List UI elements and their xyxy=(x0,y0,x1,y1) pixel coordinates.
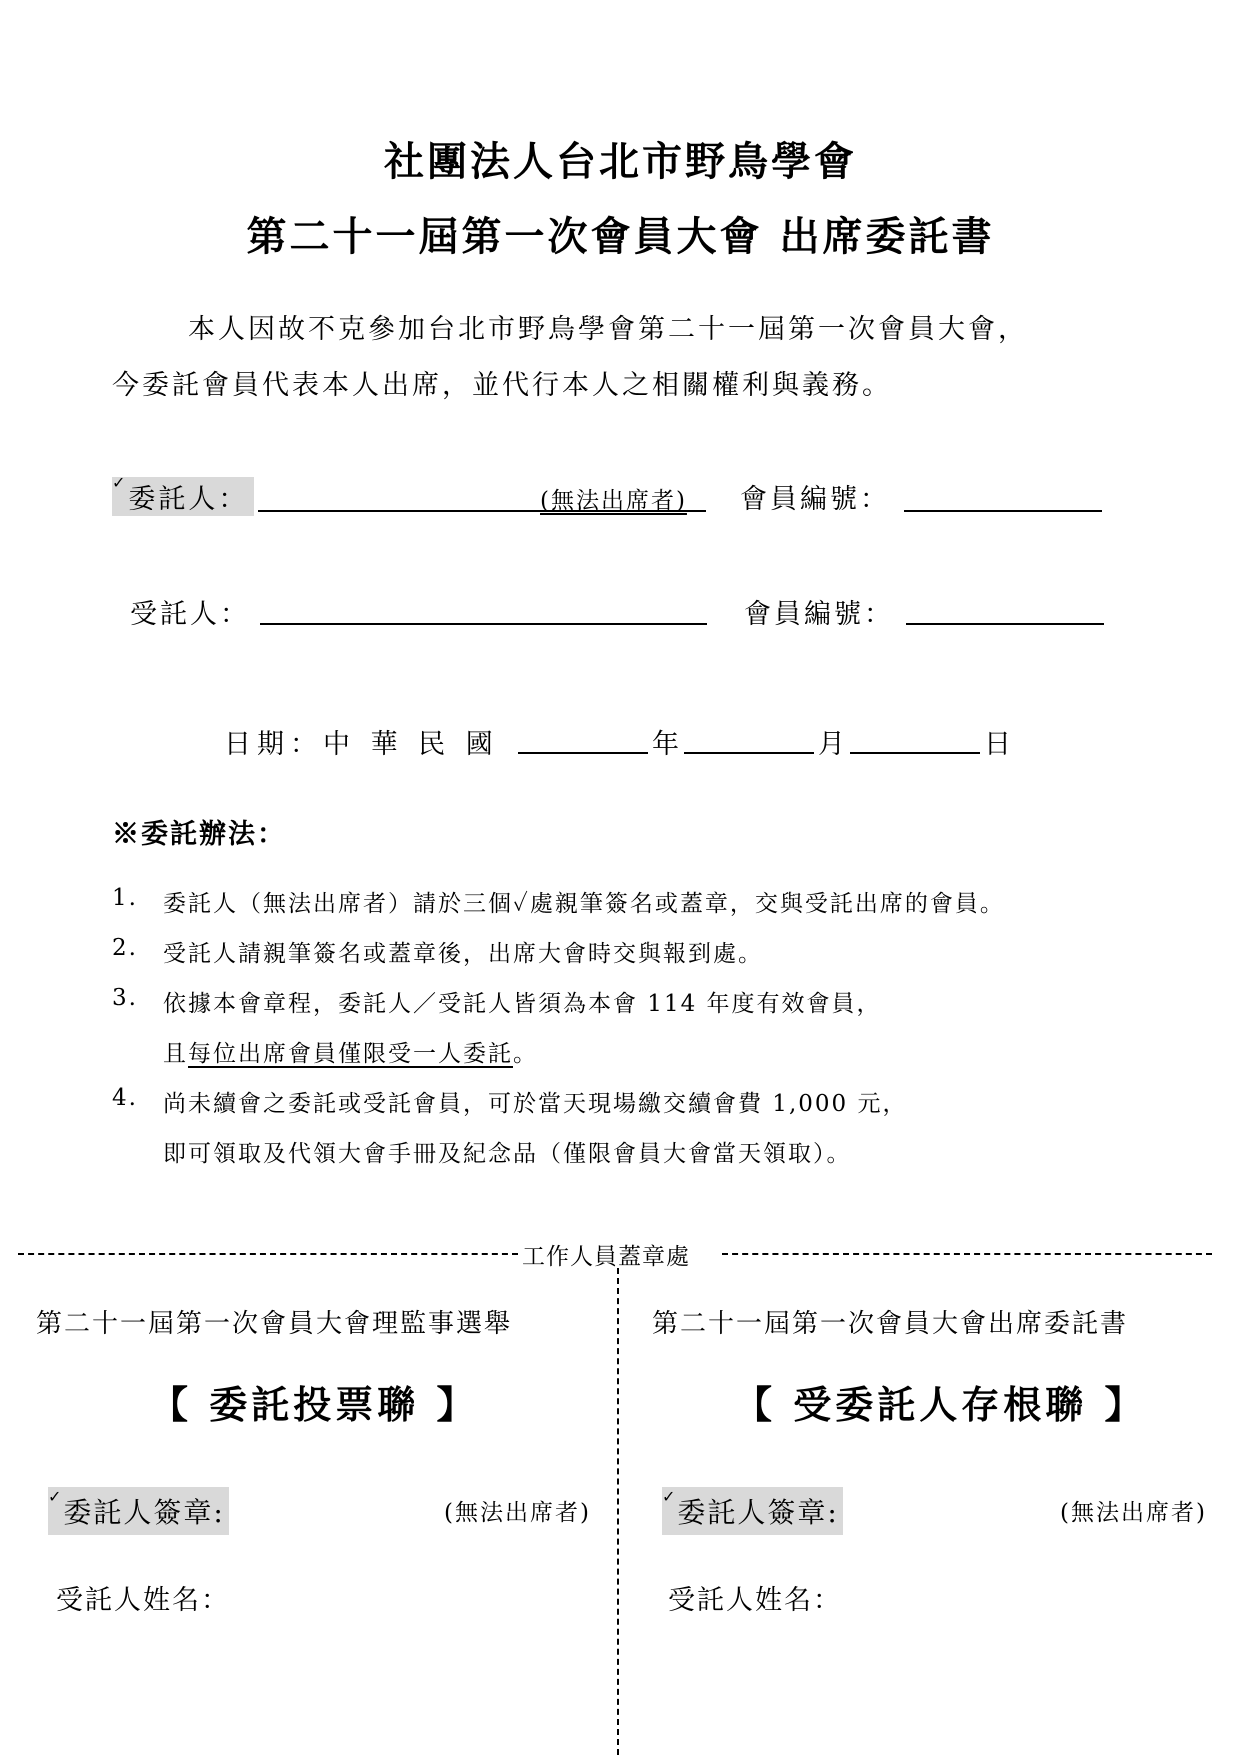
member-no-line[interactable] xyxy=(904,510,1102,512)
right-proxy-name-label: 受託人姓名： xyxy=(668,1585,842,1616)
proxy-member-no-label: 會員編號： xyxy=(744,599,894,630)
right-stub-heading: 第二十一屆第一次會員大會出席委託書 xyxy=(652,1309,1129,1339)
rule-2-text: 受託人請親筆簽名或蓋章後，出席大會時交與報到處。 xyxy=(163,941,763,967)
org-title: 社團法人台北市野鳥學會 xyxy=(384,138,857,185)
left-sign-box[interactable] xyxy=(48,1487,229,1535)
rules-heading: ※委託辦法： xyxy=(112,819,286,850)
rule-4-text: 尚未續會之委託或受託會員，可於當天現場繳交續會費 1,000 元， xyxy=(163,1091,908,1117)
month-label: 月 xyxy=(818,729,848,760)
divider-dash-left xyxy=(18,1253,518,1255)
document-title: 第二十一屆第一次會員大會 出席委託書 xyxy=(246,213,995,260)
rule-3-num: 3. xyxy=(112,985,138,1011)
rule-1-text: 委託人（無法出席者）請於三個✓處親筆簽名或蓋章，交與受託出席的會員。 xyxy=(163,891,1005,917)
rule-3-cont-underline: 每位出席會員僅限受一人委託 xyxy=(188,1041,513,1067)
intro-line-1: 本人因故不克參加台北市野鳥學會第二十一屆第一次會員大會， xyxy=(188,314,1028,345)
right-note: (無法出席者) xyxy=(1060,1500,1207,1526)
right-sign-box[interactable] xyxy=(662,1487,843,1535)
rule-3-text: 依據本會章程，委託人／受託人皆須為本會 114 年度有效會員， xyxy=(163,991,882,1017)
proxy-signature-line[interactable] xyxy=(260,623,707,625)
rule-1-num: 1. xyxy=(112,885,138,911)
year-line[interactable] xyxy=(518,752,648,754)
check-icon: ✓ xyxy=(112,473,129,492)
divider-label: 工作人員蓋章處 xyxy=(522,1244,690,1270)
left-stub-heading: 第二十一屆第一次會員大會理監事選舉 xyxy=(36,1309,513,1339)
divider-dash-right xyxy=(722,1253,1212,1255)
rule-3-continuation xyxy=(163,1035,538,1068)
vertical-divider xyxy=(617,1268,619,1755)
left-proxy-name-label: 受託人姓名： xyxy=(56,1585,230,1616)
right-stub-title: 【 受委託人存根聯 】 xyxy=(734,1382,1147,1427)
principal-label: 委託人： xyxy=(128,484,249,515)
right-sign-label: 委託人簽章: xyxy=(677,1496,839,1529)
rule-3-cont-pre: 且 xyxy=(163,1041,188,1067)
rule-4-num: 4. xyxy=(112,1085,138,1111)
year-label: 年 xyxy=(652,729,682,760)
check-icon: ✓ xyxy=(48,1487,64,1506)
rule-4-continuation: 即可領取及代領大會手冊及紀念品（僅限會員大會當天領取）。 xyxy=(163,1141,852,1167)
principal-note: (無法出席者) xyxy=(540,488,687,514)
check-icon: ✓ xyxy=(662,1487,678,1506)
proxy-member-no-line[interactable] xyxy=(906,623,1104,625)
day-line[interactable] xyxy=(850,752,980,754)
date-label: 日期：中 華 民 國 xyxy=(224,729,499,760)
intro-line-2: 今委託會員代表本人出席，並代行本人之相關權利與義務。 xyxy=(112,370,892,401)
member-no-label: 會員編號： xyxy=(740,484,890,515)
proxy-label: 受託人： xyxy=(130,599,250,630)
rule-2-num: 2. xyxy=(112,935,138,961)
principal-label-box xyxy=(112,473,254,516)
month-line[interactable] xyxy=(684,752,814,754)
rule-3-cont-post: 。 xyxy=(513,1041,538,1067)
left-stub-title: 【 委託投票聯 】 xyxy=(150,1382,479,1427)
left-sign-label: 委託人簽章: xyxy=(63,1496,225,1529)
left-note: (無法出席者) xyxy=(444,1500,591,1526)
day-label: 日 xyxy=(984,729,1014,760)
